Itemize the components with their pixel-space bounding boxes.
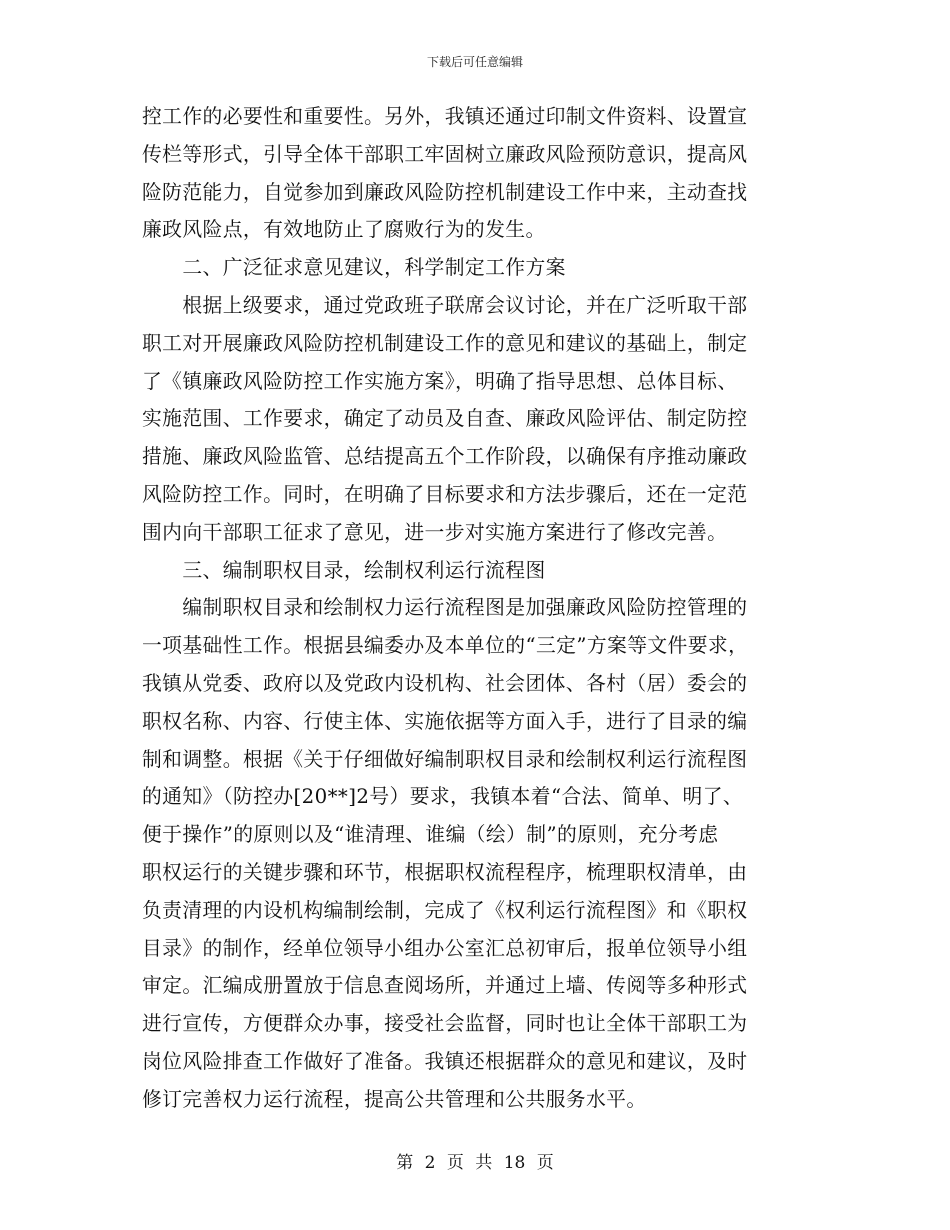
text-line: 围内向干部职工征求了意见，进一步对实施方案进行了修改完善。	[142, 520, 728, 544]
document-body	[142, 98, 812, 1119]
text-line: 编制职权目录和绘制权力运行流程图是加强廉政风险防控管理的	[142, 596, 748, 620]
text-line: 便于操作”的原则以及“谁清理、谁编（绘）制”的原则，充分考虑	[142, 823, 719, 847]
text-line: 措施、廉政风险监管、总结提高五个工作阶段，以确保有序推动廉政	[142, 445, 748, 469]
text-line: 根据上级要求，通过党政班子联席会议讨论，并在广泛听取干部	[142, 293, 748, 317]
text-line: 修订完善权力运行流程，提高公共管理和公共服务水平。	[142, 1087, 647, 1111]
text-line: 目录》的制作，经单位领导小组办公室汇总初审后，报单位领导小组	[142, 936, 748, 960]
text-line: 实施范围、工作要求，确定了动员及自查、廉政风险评估、制定防控	[142, 407, 748, 431]
text-line: 险防范能力，自觉参加到廉政风险防控机制建设工作中来，主动查找	[142, 180, 748, 204]
text-line: 一项基础性工作。根据县编委办及本单位的“三定”方案等文件要求，	[142, 634, 749, 658]
text-line: 控工作的必要性和重要性。另外，我镇还通过印制文件资料、设置宣	[142, 105, 748, 128]
text-line: 廉政风险点，有效地防止了腐败行为的发生。	[142, 218, 546, 242]
text-line: 负责清理的内设机构编制绘制，完成了《权利运行流程图》和《职权	[142, 898, 748, 922]
text-line: 传栏等形式，引导全体干部职工牢固树立廉政风险预防意识，提高风	[142, 142, 748, 166]
text-line: 我镇从党委、政府以及党政内设机构、社会团体、各村（居）委会的	[142, 671, 748, 695]
text-line: 审定。汇编成册置放于信息查阅场所，并通过上墙、传阅等多种形式	[142, 974, 748, 998]
text-line: 了《镇廉政风险防控工作实施方案》，明确了指导思想、总体目标、	[142, 369, 738, 393]
text-line: 的通知》（防控办[20**]2号）要求，我镇本着“合法、简单、明了、	[142, 785, 744, 809]
page-header: 下载后可任意编辑	[426, 55, 523, 69]
section-heading: 二、广泛征求意见建议，科学制定工作方案	[142, 256, 566, 280]
text-line: 职工对开展廉政风险防控机制建设工作的意见和建议的基础上，制定	[142, 331, 748, 355]
text-line: 进行宣传，方便群众办事，接受社会监督，同时也让全体干部职工为	[142, 1012, 748, 1036]
text-line: 风险防控工作。同时，在明确了目标要求和方法步骤后，还在一定范	[142, 482, 748, 506]
text-line: 制和调整。根据《关于仔细做好编制职权目录和绘制权利运行流程图	[142, 747, 748, 771]
section-heading: 三、编制职权目录，绘制权利运行流程图	[142, 558, 546, 582]
text-line: 职权运行的关键步骤和环节，根据职权流程程序，梳理职权清单，由	[142, 860, 748, 884]
text-line: 职权名称、内容、行使主体、实施依据等方面入手，进行了目录的编	[142, 709, 748, 733]
text-line: 岗位风险排查工作做好了准备。我镇还根据群众的意见和建议，及时	[142, 1049, 748, 1073]
page-number-footer: 第 2 页 共 18 页	[396, 1153, 554, 1173]
